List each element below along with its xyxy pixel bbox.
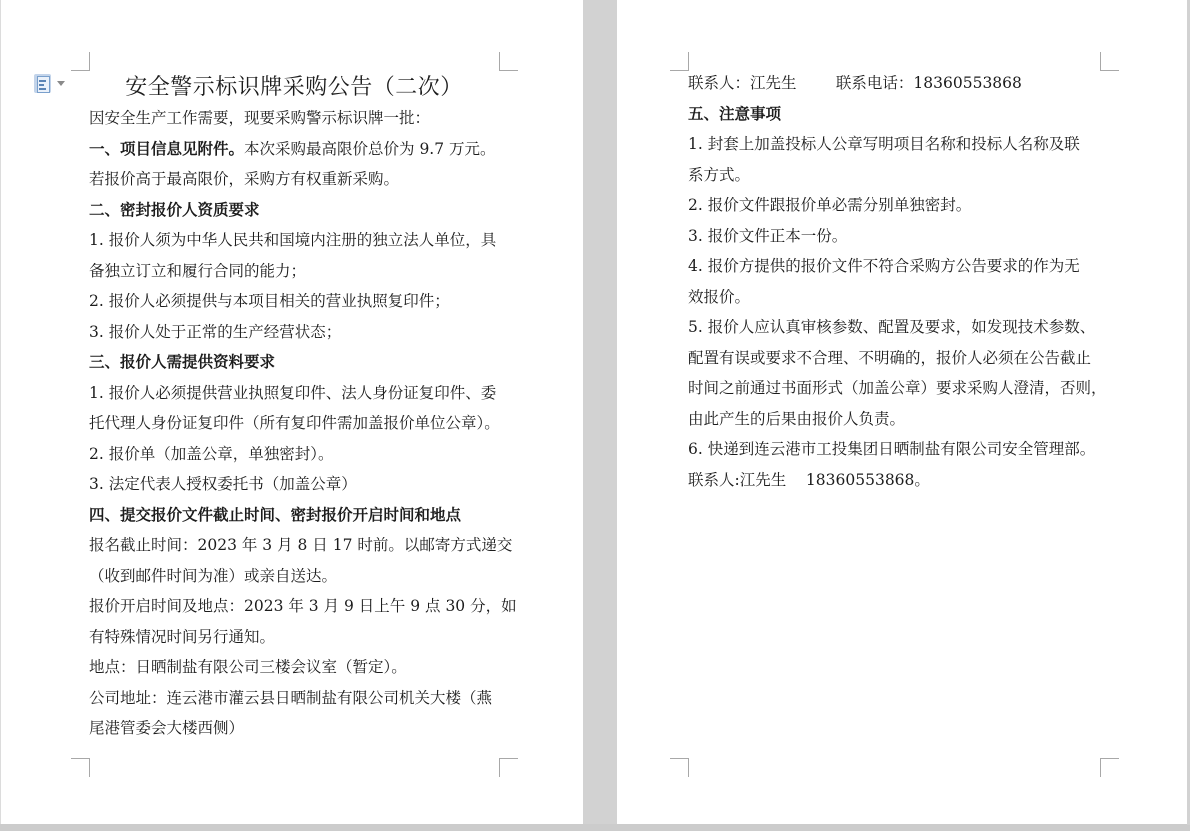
text-segment: 二、密封报价人资质要求 bbox=[89, 199, 260, 219]
page-2-text bbox=[688, 68, 1107, 495]
text-line bbox=[89, 378, 501, 409]
text-line bbox=[89, 622, 501, 653]
text-line bbox=[688, 434, 1102, 465]
text-line bbox=[89, 286, 501, 317]
text-line bbox=[89, 317, 501, 348]
crop-mark-top-right bbox=[1100, 52, 1119, 71]
text-line bbox=[89, 103, 501, 134]
text-segment: 五、注意事项 bbox=[688, 103, 782, 123]
text-segment: 三、报价人需提供资料要求 bbox=[89, 352, 276, 371]
text-segment: 时间之前通过书面形式（加盖公章）要求采购人澄清，否则， bbox=[688, 379, 1107, 397]
crop-mark-top-left bbox=[71, 52, 90, 71]
crop-mark-top-left bbox=[670, 52, 689, 71]
text-segment: 6. 快递到连云港市工投集团日晒制盐有限公司安全管理部。 bbox=[688, 440, 1096, 458]
text-line bbox=[688, 251, 1102, 282]
text-segment: 地点：日晒制盐有限公司三楼会议室（暂定）。 bbox=[89, 658, 407, 676]
text-line bbox=[89, 561, 501, 592]
document-title: 安全警示标识牌采购公告（二次） bbox=[125, 75, 463, 100]
text-segment: 因安全生产工作需要，现要采购警示标识牌一批： bbox=[89, 109, 431, 127]
page-2[interactable] bbox=[617, 0, 1187, 825]
text-segment: 本次采购最高限价总价为 9.7 万元。 bbox=[244, 139, 496, 158]
crop-mark-bottom-right bbox=[1100, 758, 1119, 777]
page-1-text bbox=[89, 103, 517, 744]
text-line bbox=[89, 164, 501, 195]
app-background-bottom-strip bbox=[0, 824, 1190, 831]
text-segment: 1. 封套上加盖投标人公章写明项目名称和投标人名称及联 bbox=[688, 135, 1080, 153]
text-line bbox=[688, 343, 1102, 374]
text-line bbox=[89, 683, 501, 714]
text-segment: 若报价高于最高限价，采购方有权重新采购。 bbox=[89, 170, 400, 188]
text-line bbox=[89, 134, 501, 165]
crop-mark-bottom-left bbox=[71, 758, 90, 777]
text-line bbox=[688, 312, 1102, 343]
text-line bbox=[89, 347, 501, 378]
text-segment: 报名截止时间：2023 年 3 月 8 日 17 时前。以邮寄方式递交 bbox=[89, 536, 513, 554]
text-segment: 2. 报价文件跟报价单必需分别单独密封。 bbox=[688, 196, 972, 214]
text-segment: 2. 报价人必须提供与本项目相关的营业执照复印件； bbox=[89, 292, 450, 310]
text-line bbox=[89, 256, 501, 287]
text-segment: 1. 报价人须为中华人民共和国境内注册的独立法人单位，具 bbox=[89, 231, 497, 249]
text-segment: 有特殊情况时间另行通知。 bbox=[89, 627, 276, 646]
text-line bbox=[89, 500, 501, 531]
text-line bbox=[688, 282, 1102, 313]
text-segment: 公司地址：连云港市灌云县日晒制盐有限公司机关大楼（燕 bbox=[89, 688, 493, 707]
crop-mark-bottom-left bbox=[670, 758, 689, 777]
text-segment: 备独立订立和履行合同的能力； bbox=[89, 261, 307, 280]
window-left-edge bbox=[0, 0, 1, 825]
text-segment: 四、提交报价文件截止时间、密封报价开启时间和地点 bbox=[89, 504, 462, 524]
text-line bbox=[89, 408, 501, 439]
text-segment: 1. 报价人必须提供营业执照复印件、法人身份证复印件、委 bbox=[89, 383, 497, 402]
page-gap bbox=[583, 0, 617, 825]
text-segment: 报价开启时间及地点：2023 年 3 月 9 日上午 9 点 30 分，如 bbox=[89, 597, 517, 615]
text-line bbox=[688, 160, 1102, 191]
crop-mark-bottom-right bbox=[499, 758, 518, 777]
text-line bbox=[89, 530, 513, 561]
text-segment: 托代理人身份证复印件（所有复印件需加盖报价单位公章）。 bbox=[89, 414, 500, 432]
text-segment: 联系人:江先生 18360553868。 bbox=[688, 470, 930, 489]
text-line bbox=[688, 129, 1102, 160]
paste-options-icon bbox=[34, 74, 51, 93]
text-line bbox=[688, 99, 1102, 130]
text-segment: 3. 报价人处于正常的生产经营状态； bbox=[89, 322, 342, 341]
text-line bbox=[89, 591, 517, 622]
text-line bbox=[89, 439, 501, 470]
text-segment: 由此产生的后果由报价人负责。 bbox=[688, 409, 906, 428]
crop-mark-top-right bbox=[499, 52, 518, 71]
text-segment: 一、项目信息见附件。 bbox=[89, 138, 245, 158]
text-line bbox=[89, 195, 501, 226]
text-line bbox=[688, 404, 1102, 435]
text-line bbox=[688, 68, 1102, 99]
text-segment: 3. 报价文件正本一份。 bbox=[688, 226, 848, 245]
text-segment: 4. 报价方提供的报价文件不符合采购方公告要求的作为无 bbox=[688, 257, 1080, 275]
text-segment: 效报价。 bbox=[688, 287, 751, 306]
page-1[interactable] bbox=[13, 0, 583, 825]
text-line bbox=[688, 465, 1102, 496]
text-line bbox=[688, 190, 1102, 221]
text-segment: 5. 报价人应认真审核参数、配置及要求，如发现技术参数、 bbox=[688, 318, 1096, 336]
text-line bbox=[89, 652, 501, 683]
text-segment: 尾港管委会大楼西侧） bbox=[89, 719, 245, 737]
text-line bbox=[688, 373, 1107, 404]
text-line bbox=[89, 469, 501, 500]
text-segment: 系方式。 bbox=[688, 165, 751, 184]
text-segment: 2. 报价单（加盖公章，单独密封）。 bbox=[89, 444, 334, 463]
paste-options-button[interactable] bbox=[34, 72, 78, 94]
text-line bbox=[89, 713, 501, 744]
text-line bbox=[688, 221, 1102, 252]
chevron-down-icon[interactable] bbox=[57, 81, 65, 86]
text-segment: 3. 法定代表人授权委托书（加盖公章） bbox=[89, 475, 357, 493]
text-segment: 联系人：江先生 联系电话：18360553868 bbox=[688, 74, 1022, 92]
text-segment: （收到邮件时间为准）或亲自送达。 bbox=[89, 566, 338, 585]
text-line bbox=[89, 225, 501, 256]
text-segment: 配置有误或要求不合理、不明确的，报价人必须在公告截止 bbox=[688, 348, 1092, 367]
